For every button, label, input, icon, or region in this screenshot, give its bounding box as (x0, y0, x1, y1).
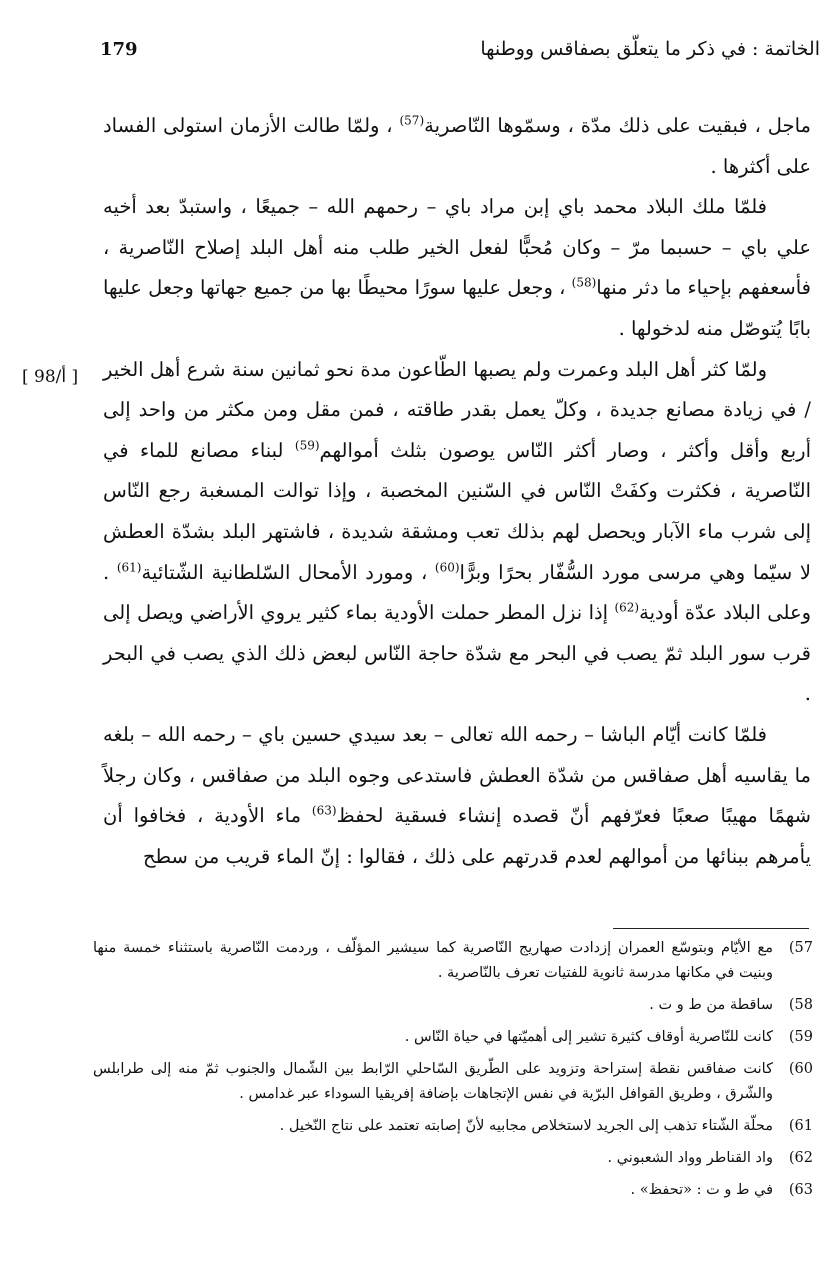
main-text (103, 106, 811, 877)
footnote (93, 936, 813, 986)
footnote-number: 61) (788, 1118, 813, 1134)
chapter-title: الخاتمة : في ذكر ما يتعلّق بصفاقس ووطنها (480, 38, 820, 60)
footnote-text: كانت صفاقس نقطة إستراحة وتزويد على الطّريق السّاحلي الرّابط بين الشّمال والجنوب ثمّ منه إلى طرابلس والشّرق ، وطريق القوافل البرّية في نفس الإتجاهات بإضافة إفريقيا السوداء عبر غدامس . (93, 1061, 773, 1102)
text-run: . وعلى البلاد عدّة أودية (103, 560, 811, 625)
footnote-reference[interactable]: (61) (116, 560, 142, 575)
footnote-divider (613, 928, 809, 929)
paragraph (103, 106, 811, 187)
paragraph (103, 715, 811, 877)
footnote-text: كانت للنّاصرية أوقاف كثيرة تشير إلى أهميّتها في حياة النّاس . (404, 1029, 773, 1045)
footnote-number: 62) (788, 1150, 813, 1166)
running-head (100, 38, 820, 68)
footnote-number: 57) (788, 940, 813, 956)
footnote-text: ساقطة من ط و ت . (649, 997, 773, 1013)
text-run: ، ومورد الأمحال السّلطانية الشّتائية (141, 560, 435, 584)
paragraph (103, 350, 811, 715)
footnote-reference[interactable]: (63) (311, 803, 337, 818)
footnote-reference[interactable]: (62) (614, 600, 640, 615)
footnote-reference[interactable]: (58) (571, 275, 597, 290)
footnote-reference[interactable]: (59) (294, 438, 320, 453)
footnote-text: في ط و ت : «تحفظ» . (630, 1182, 773, 1198)
footnote-text: محلّة الشّتاء تذهب إلى الجريد لاستخلاص مجابيه لأنّ إصابته تعتمد على نتاج النّخيل . (279, 1118, 773, 1134)
footnote (93, 1178, 813, 1203)
text-run: ماجل ، فبقيت على ذلك مدّة ، وسمّوها النّاصرية (424, 114, 811, 137)
footnote-text: واد القناطر وواد الشعبوني . (607, 1150, 773, 1166)
footnote-number: 59) (788, 1029, 813, 1045)
text-run: فلمّا ملك البلاد محمد باي إبن مراد باي – رحمهم الله – جميعًا ، واستبدّ بعد أخيه علي باي – حسبما مرّ – وكان مُحبًّا لفعل الخير طلب منه أهل البلد إصلاح النّاصرية ، فأسعفهم بإحياء ما دثر منها (103, 195, 811, 300)
footnote-number: 60) (788, 1061, 813, 1077)
footnote-number: 63) (788, 1182, 813, 1198)
folio-marker: [ 98/أ ] (22, 367, 79, 387)
text-run: ولمّا كثر أهل البلد وعمرت ولم يصبها الطّاعون مدة نحو ثمانين سنة شرع أهل الخير / في زيادة مصانع جديدة ، وكلّ يعمل بقدر طاقته ، فمن مقل ومن مكثر من واحد إلى أربع وأقل وأكثر ، وصار أكثر النّاس يوصون بثلث أموالهم (103, 357, 812, 462)
footnote-number: 58) (788, 997, 813, 1013)
footnote-text: مع الأيّام وبتوسّع العمران إزدادت صهاريج النّاصرية كما سيشير المؤلّف ، وردمت النّاصرية باستثناء خمسة منها وبنيت في مكانها مدرسة ثانوية للفتيات تعرف بالنّاصرية . (93, 940, 773, 981)
footnote-reference[interactable]: (60) (434, 560, 460, 575)
text-run: ماء الأودية ، فخافوا أن يأمرهم ببنائها من أموالهم لعدم قدرتهم على ذلك ، فقالوا : إنّ الماء قريب من سطح (103, 804, 811, 868)
text-run: ، ولمّا طالت الأزمان استولى الفساد على أكثرها . (103, 114, 811, 178)
page-number: 179 (100, 39, 138, 60)
text-run: فلمّا كانت أيّام الباشا – رحمه الله تعالى – بعد سيدي حسين باي – رحمه الله – بلغه ما يقاسيه أهل صفاقس من شدّة العطش فاستدعى وجوه البلد من صفاقس ، وكان رجلاً شهمًا مهيبًا صعبًا فعرّفهم أنّ قصده إنشاء فسقية لحفظ (103, 722, 812, 828)
footnote (93, 993, 813, 1018)
footnote-reference[interactable]: (57) (399, 113, 425, 128)
footnote (93, 1025, 813, 1050)
footnote (93, 1146, 813, 1171)
text-run: إذا نزل المطر حملت الأودية بماء كثير يروي الأراضي ويصل إلى قرب سور البلد ثمّ يصب في البحر مع شدّة حاجة النّاس لبعض ذلك الذي يصب في البحر . (103, 601, 811, 706)
footnote (93, 1114, 813, 1139)
paragraph (103, 187, 811, 349)
footnotes (93, 936, 813, 1210)
footnote (93, 1057, 813, 1107)
text-run: ، وجعل عليها سورًا محيطًا بها من جميع جهاتها وجعل عليها بابًا يُتوصّل منه لدخولها . (103, 276, 811, 340)
text-run: لبناء مصانع للماء في النّاصرية ، فكثرت وكفَتْ النّاس في السّنين المخصبة ، وإذا توالت المسغبة رجع النّاس إلى شرب ماء الآبار ويحصل لهم بذلك تعب ومشقة شديدة ، فاشتهر البلد بشدّة العطش لا سيّما وهي مرسى مورد السُّفّار بحرًا وبرًّا (103, 438, 811, 584)
